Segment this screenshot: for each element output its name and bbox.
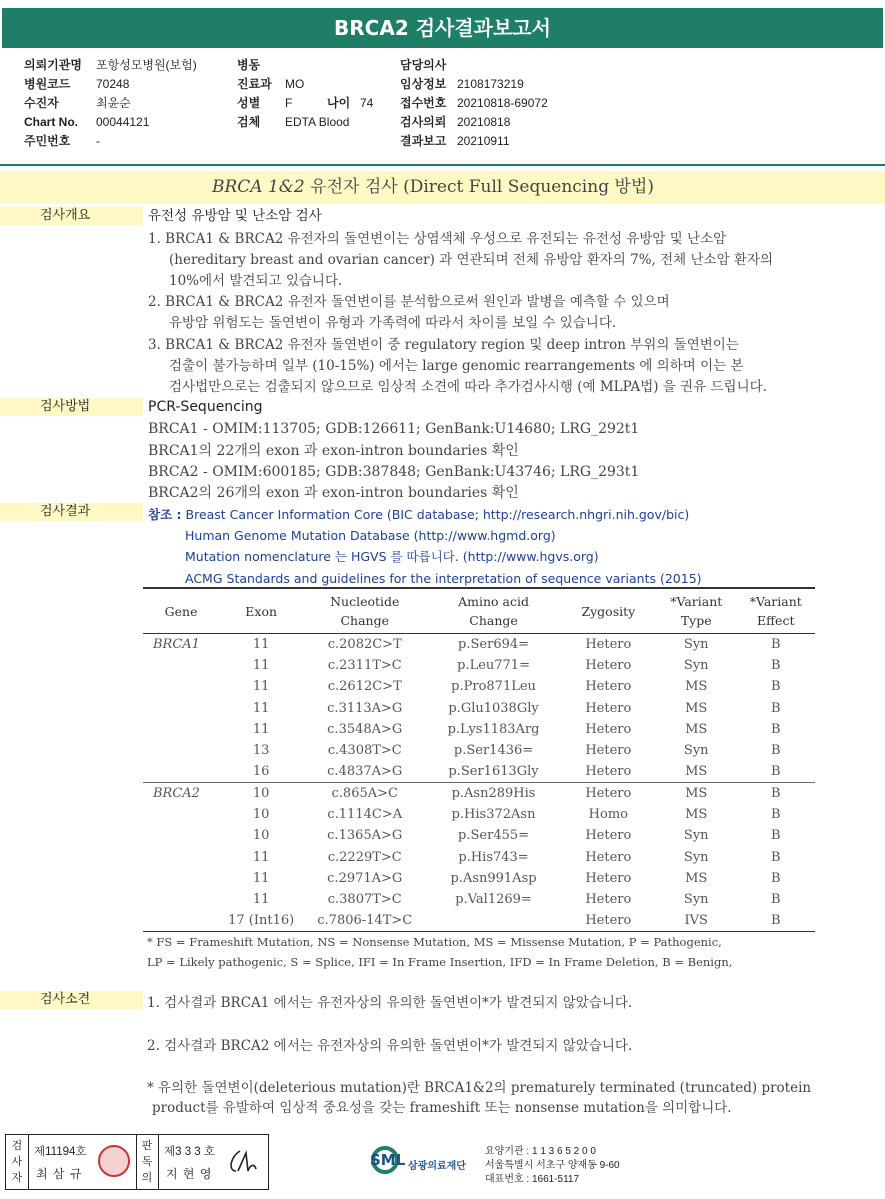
table-cell: p.Asn289His: [426, 783, 560, 804]
overview-line: 유방암 위험도는 돌연변이 유형과 가족력에 따라서 차이를 보일 수 있습니다.: [169, 315, 617, 331]
value-patient: 최윤순: [96, 96, 131, 110]
footnote-line: * FS = Frameshift Mutation, NS = Nonsense Mutation, MS = Missense Mutation, P = Pathogenic,: [147, 935, 722, 949]
table-cell: IVS: [656, 910, 737, 931]
value-report-date: 20210911: [457, 134, 510, 148]
table-cell: p.Ser694=: [458, 636, 530, 652]
value-hospital-code: 70248: [96, 77, 130, 91]
table-cell: B: [770, 870, 781, 886]
tester-license: 제11194호: [34, 1146, 87, 1158]
opinion-line: 2. 검사결과 BRCA2 에서는 유전자상의 유의한 돌연변이*가 발견되지 않았습니다.: [147, 1038, 633, 1054]
opinion-line: product를 유발하여 임상적 중요성을 갖는 frameshift 또는 nonsense mutation을 의미합니다.: [152, 1100, 732, 1116]
table-cell: Homo: [588, 807, 628, 823]
table-cell: MS: [685, 700, 708, 716]
logo-text: SML: [370, 1151, 406, 1169]
table-cell: p.Glu1038Gly: [448, 700, 539, 716]
table-cell: B: [770, 636, 781, 652]
table-cell: MS: [685, 721, 708, 737]
overview-heading: 유전성 유방암 및 난소암 검사: [148, 208, 322, 224]
divider: [0, 164, 885, 166]
table-cell: [143, 676, 219, 697]
table-cell: B: [737, 783, 815, 804]
table-cell: Hetero: [585, 721, 632, 737]
table-cell: Syn: [683, 828, 709, 844]
value-department: MO: [285, 77, 305, 91]
report-title: BRCA2 검사결과보고서: [2, 8, 883, 48]
method-line: BRCA1 - OMIM:113705; GDB:126611; GenBank:U14680; LRG_292t1: [148, 421, 640, 437]
table-cell: p.His372Asn: [451, 807, 536, 823]
divider: [136, 1135, 137, 1189]
table-cell: p.Leu771=: [457, 657, 530, 673]
table-cell: c.4308T>C: [327, 743, 402, 759]
value-chart-no: 00044121: [96, 115, 150, 129]
column-header: Amino acid Change: [426, 588, 560, 634]
table-cell: 11: [252, 636, 270, 652]
table-cell: c.4837A>G: [327, 764, 403, 780]
table-cell: p.Ser455=: [458, 828, 530, 844]
label-age: 나이: [327, 96, 351, 110]
table-cell: MS: [685, 764, 708, 780]
table-cell: Hetero: [585, 828, 632, 844]
table-cell: B: [770, 828, 781, 844]
table-cell: B: [770, 807, 781, 823]
overview-line: 2. BRCA1 & BRCA2 유전자 돌연변이를 분석함으로써 원인과 발병을 예측할 수 있으며: [148, 294, 670, 310]
info-col-2: [237, 56, 373, 132]
table-cell: p.Asn991Asp: [450, 870, 537, 886]
overview-line: 검사법만으로는 검출되지 않으므로 임상적 소견에 따라 추가검사시행 (예 MLPA법) 을 권유 드립니다.: [169, 379, 767, 395]
section-opinion: 검사소견: [0, 991, 143, 1009]
table-row: [143, 889, 815, 910]
divider: [28, 1135, 29, 1189]
table-cell: Syn: [683, 849, 709, 865]
test-banner: [0, 171, 885, 204]
table-cell: MS: [685, 679, 708, 695]
table-cell: [143, 868, 219, 889]
table-cell: p.Ser1613Gly: [448, 764, 539, 780]
value-specimen: EDTA Blood: [285, 115, 350, 129]
table-cell: c.865A>C: [303, 783, 426, 804]
table-cell: Hetero: [585, 679, 632, 695]
table-cell: 16: [252, 764, 270, 780]
section-overview: 검사개요: [0, 207, 143, 225]
table-cell: p.Val1269=: [455, 892, 532, 908]
overview-line: 10%에서 발견되고 있습니다.: [169, 273, 343, 289]
table-cell: B: [770, 700, 781, 716]
table-row: [143, 676, 815, 697]
table-cell: c.7806-14T>C: [303, 910, 426, 931]
table-row: [143, 825, 815, 846]
info-col-1: [24, 56, 197, 151]
label-report-date: 결과보고: [400, 134, 447, 148]
signature-box: [5, 1134, 269, 1190]
table-cell: B: [770, 721, 781, 737]
table-cell: MS: [656, 783, 737, 804]
table-cell: 17 (Int16): [219, 910, 303, 931]
table-cell: p.Lys1183Arg: [447, 721, 540, 737]
label-specimen: 검체: [237, 115, 261, 129]
table-row: [143, 804, 815, 825]
table-row: [143, 655, 815, 676]
table-cell: Syn: [683, 657, 709, 673]
logo-sub: 삼광의료재단: [408, 1161, 466, 1172]
role-tester: 검사자: [11, 1140, 23, 1184]
label-department: 진료과: [237, 77, 272, 91]
table-cell: Hetero: [585, 743, 632, 759]
table-cell: Hetero: [585, 657, 632, 673]
column-header: Zygosity: [561, 588, 656, 634]
table-cell: c.3807T>C: [327, 892, 402, 908]
table-cell: c.2082C>T: [327, 636, 402, 652]
table-cell: Syn: [683, 892, 709, 908]
table-cell: B: [770, 892, 781, 908]
info-col-3: [400, 56, 548, 151]
overview-line: (hereditary breast and ovarian cancer) 과 연관되며 전체 유방암 환자의 7%, 전체 난소암 환자의: [169, 252, 774, 268]
table-row: [143, 910, 815, 931]
table-cell: c.2311T>C: [327, 657, 402, 673]
table-cell: BRCA1: [153, 636, 200, 652]
table-cell: c.2971A>G: [327, 870, 403, 886]
table-row: [143, 868, 815, 889]
label-request-date: 검사의뢰: [400, 115, 447, 129]
table-row: [143, 761, 815, 782]
value-receipt-no: 20210818-69072: [457, 96, 548, 110]
table-cell: [143, 825, 219, 846]
method-line: BRCA2의 26개의 exon 과 exon-intron boundaries 확인: [148, 485, 519, 501]
table-cell: [143, 846, 219, 867]
org-info: [485, 1145, 620, 1187]
table-cell: c.1114C>A: [327, 807, 403, 823]
table-cell: [143, 804, 219, 825]
table-cell: [143, 697, 219, 718]
table-cell: [426, 910, 560, 931]
column-header: *Variant Effect: [737, 588, 815, 634]
label-resident-no: 주민번호: [24, 134, 71, 148]
table-cell: p.His743=: [458, 849, 529, 865]
banner-rest: 유전자 검사 (Direct Full Sequencing 방법): [304, 177, 654, 197]
table-cell: 10: [252, 828, 270, 844]
column-header: Nucleotide Change: [303, 588, 426, 634]
table-cell: B: [737, 910, 815, 931]
table-cell: MS: [685, 807, 708, 823]
label-sex: 성별: [237, 96, 261, 110]
org-line: 서울특별시 서초구 양재동 9-60: [485, 1160, 620, 1171]
table-cell: Hetero: [561, 910, 656, 931]
table-cell: Hetero: [585, 892, 632, 908]
label-physician: 담당의사: [400, 58, 447, 72]
method-line: BRCA1의 22개의 exon 과 exon-intron boundaries 확인: [148, 443, 519, 459]
value-requester: 포항성모병원(보험): [96, 58, 197, 72]
table-cell: [143, 889, 219, 910]
overview-line: 1. BRCA1 & BRCA2 유전자의 돌연변이는 상염색체 우성으로 유전되는 유전성 유방암 및 난소암: [148, 231, 727, 247]
table-cell: Hetero: [585, 870, 632, 886]
banner-italic: BRCA 1&2: [212, 177, 305, 197]
label-requester: 의뢰기관명: [24, 58, 82, 72]
table-row: [143, 740, 815, 761]
table-cell: 11: [252, 657, 270, 673]
label-clinical-info: 임상정보: [400, 77, 447, 91]
table-cell: Hetero: [585, 700, 632, 716]
table-cell: Hetero: [561, 783, 656, 804]
opinion-line: 1. 검사결과 BRCA1 에서는 유전자상의 유의한 돌연변이*가 발견되지 않았습니다.: [147, 995, 633, 1011]
table-cell: B: [770, 679, 781, 695]
reader-name: 지 현 영: [166, 1167, 213, 1181]
org-line: 대표번호 : 1661-5117: [485, 1174, 580, 1185]
table-cell: c.2229T>C: [327, 849, 402, 865]
table-cell: 13: [252, 743, 270, 759]
value-resident-no: -: [96, 134, 100, 148]
tester-name: 최 삼 규: [36, 1167, 83, 1181]
label-patient: 수진자: [24, 96, 59, 110]
table-cell: [143, 761, 219, 782]
table-cell: B: [770, 657, 781, 673]
results-table: [143, 587, 815, 932]
table-cell: 11: [252, 870, 270, 886]
label-ward: 병동: [237, 58, 261, 72]
table-cell: 11: [252, 849, 270, 865]
table-cell: p.Pro871Leu: [451, 679, 536, 695]
opinion-line: * 유의한 돌연변이(deleterious mutation)란 BRCA1&2의 prematurely terminated (truncated) protein: [147, 1080, 812, 1096]
table-cell: c.1365A>G: [327, 828, 403, 844]
table-cell: Syn: [683, 743, 709, 759]
table-cell: B: [770, 743, 781, 759]
table-cell: [143, 740, 219, 761]
value-request-date: 20210818: [457, 115, 511, 129]
table-cell: 11: [252, 679, 270, 695]
table-cell: Hetero: [585, 849, 632, 865]
sml-logo: [370, 1145, 480, 1179]
overview-line: 검출이 불가능하며 일부 (10-15%) 에서는 large genomic rearrangements 에 의하며 이는 본: [169, 358, 744, 374]
footnote-line: LP = Likely pathogenic, S = Splice, IFI = In Frame Insertion, IFD = In Frame Deletion, B = Benign,: [147, 955, 733, 969]
role-reader: 판독의: [141, 1140, 153, 1184]
value-age: 74: [360, 96, 374, 110]
section-result: 검사결과: [0, 503, 143, 521]
reference-line: Mutation nomenclature 는 HGVS 를 따릅니다. (http://www.hgvs.org): [185, 549, 599, 564]
table-row: [143, 697, 815, 718]
table-cell: c.3113A>G: [327, 700, 403, 716]
reference-text: Breast Cancer Information Core (BIC database; http://research.nhgri.nih.gov/bic): [185, 507, 690, 522]
org-line: 요양기관 : 1 1 3 6 5 2 0 0: [485, 1146, 596, 1157]
reference-label: 참조 :: [148, 507, 182, 522]
table-cell: BRCA2: [143, 783, 219, 804]
table-cell: [143, 910, 219, 931]
table-row: [143, 719, 815, 740]
reference-line: Human Genome Mutation Database (http://www.hgmd.org): [185, 528, 556, 543]
column-header: Exon: [219, 588, 303, 634]
overview-line: 3. BRCA1 & BRCA2 유전자 돌연변이 중 regulatory region 및 deep intron 부위의 돌연변이는: [148, 337, 739, 353]
table-cell: c.2612C>T: [327, 679, 402, 695]
table-cell: [143, 719, 219, 740]
label-receipt-no: 접수번호: [400, 96, 447, 110]
table-cell: 11: [252, 892, 270, 908]
divider: [158, 1135, 159, 1189]
table-cell: 10: [252, 807, 270, 823]
value-sex: F: [285, 96, 293, 110]
table-header-row: [143, 588, 815, 634]
method-line: BRCA2 - OMIM:600185; GDB:387848; GenBank:U43746; LRG_293t1: [148, 464, 640, 480]
value-clinical-info: 2108173219: [457, 77, 524, 91]
table-cell: Syn: [683, 636, 709, 652]
table-cell: c.3548A>G: [327, 721, 403, 737]
table-cell: 11: [252, 721, 270, 737]
table-row: [143, 783, 815, 804]
label-hospital-code: 병원코드: [24, 77, 71, 91]
reader-license: 제3 3 3 호: [164, 1146, 215, 1158]
table-row: [143, 846, 815, 867]
section-method: 검사방법: [0, 398, 143, 416]
table-cell: [143, 655, 219, 676]
table-cell: B: [770, 764, 781, 780]
table-cell: 10: [219, 783, 303, 804]
table-cell: 11: [252, 700, 270, 716]
table-cell: Hetero: [585, 764, 632, 780]
table-cell: p.Ser1436=: [453, 743, 534, 759]
method-line: PCR-Sequencing: [148, 399, 263, 415]
label-chart-no: Chart No.: [24, 115, 78, 129]
column-header: Gene: [143, 588, 219, 634]
table-cell: MS: [685, 870, 708, 886]
reference-line-1: [148, 504, 689, 525]
table-row: [143, 634, 815, 655]
table-cell: B: [770, 849, 781, 865]
column-header: *Variant Type: [656, 588, 737, 634]
reference-line: ACMG Standards and guidelines for the interpretation of sequence variants (2015): [185, 571, 702, 586]
seal-stamp: [98, 1145, 130, 1177]
signature-icon: [224, 1145, 260, 1179]
table-cell: Hetero: [585, 636, 632, 652]
